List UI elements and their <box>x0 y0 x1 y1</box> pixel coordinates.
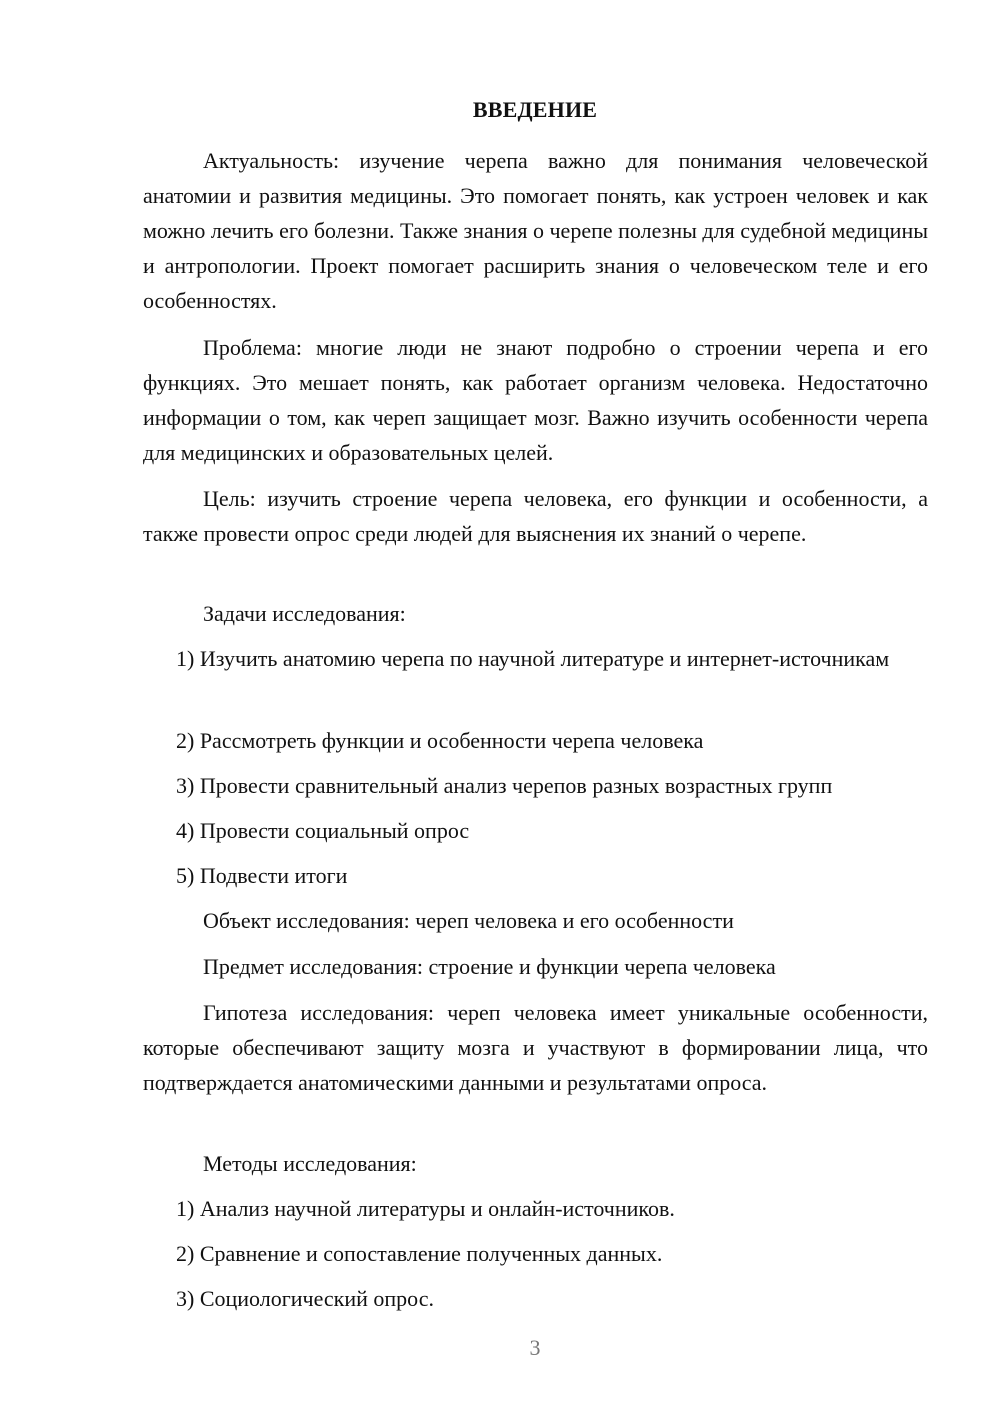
method-item-3: 3) Социологический опрос. <box>176 1286 434 1311</box>
task-item-3: 3) Провести сравнительный анализ черепов разных возрастных групп <box>176 773 833 798</box>
task-item-2: 2) Рассмотреть функции и особенности черепа человека <box>176 728 704 753</box>
methods-heading: Методы исследования: <box>203 1151 417 1176</box>
relevance-paragraph: Актуальность: изучение черепа важно для понимания человеческой анатомии и развития медицины. Это помогает понять, как устроен человек и как можно лечить его болезни. Также знания о черепе полезны для судебной медицины и антропологии. Проект помогает расширить знания о человеческом теле и его особенностях. <box>143 148 928 313</box>
page-number: 3 <box>529 1335 541 1360</box>
hypothesis-paragraph: Гипотеза исследования: череп человека имеет уникальные особенности, которые обеспечивают защиту мозга и участвуют в формировании лица, что подтверждается анатомическими данными и результатами опроса. <box>143 1000 928 1095</box>
task-item-5: 5) Подвести итоги <box>176 863 348 888</box>
task-item-1: 1) Изучить анатомию черепа по научной литературе и интернет-источникам <box>176 646 890 671</box>
subject-line: Предмет исследования: строение и функции черепа человека <box>203 954 776 979</box>
tasks-heading: Задачи исследования: <box>203 601 406 626</box>
page-title: ВВЕДЕНИЕ <box>472 97 598 122</box>
method-item-1: 1) Анализ научной литературы и онлайн-источников. <box>176 1196 675 1221</box>
problem-paragraph: Проблема: многие люди не знают подробно о строении черепа и его функциях. Это мешает понять, как работает организм человека. Недостаточно информации о том, как череп защищает мозг. Важно изучить особенности черепа для медицинских и образовательных целей. <box>143 335 928 465</box>
method-item-2: 2) Сравнение и сопоставление полученных данных. <box>176 1241 663 1266</box>
object-line: Объект исследования: череп человека и его особенности <box>203 908 734 933</box>
goal-paragraph: Цель: изучить строение черепа человека, его функции и особенности, а также провести опрос среди людей для выяснения их знаний о черепе. <box>143 486 928 546</box>
task-item-4: 4) Провести социальный опрос <box>176 818 470 843</box>
